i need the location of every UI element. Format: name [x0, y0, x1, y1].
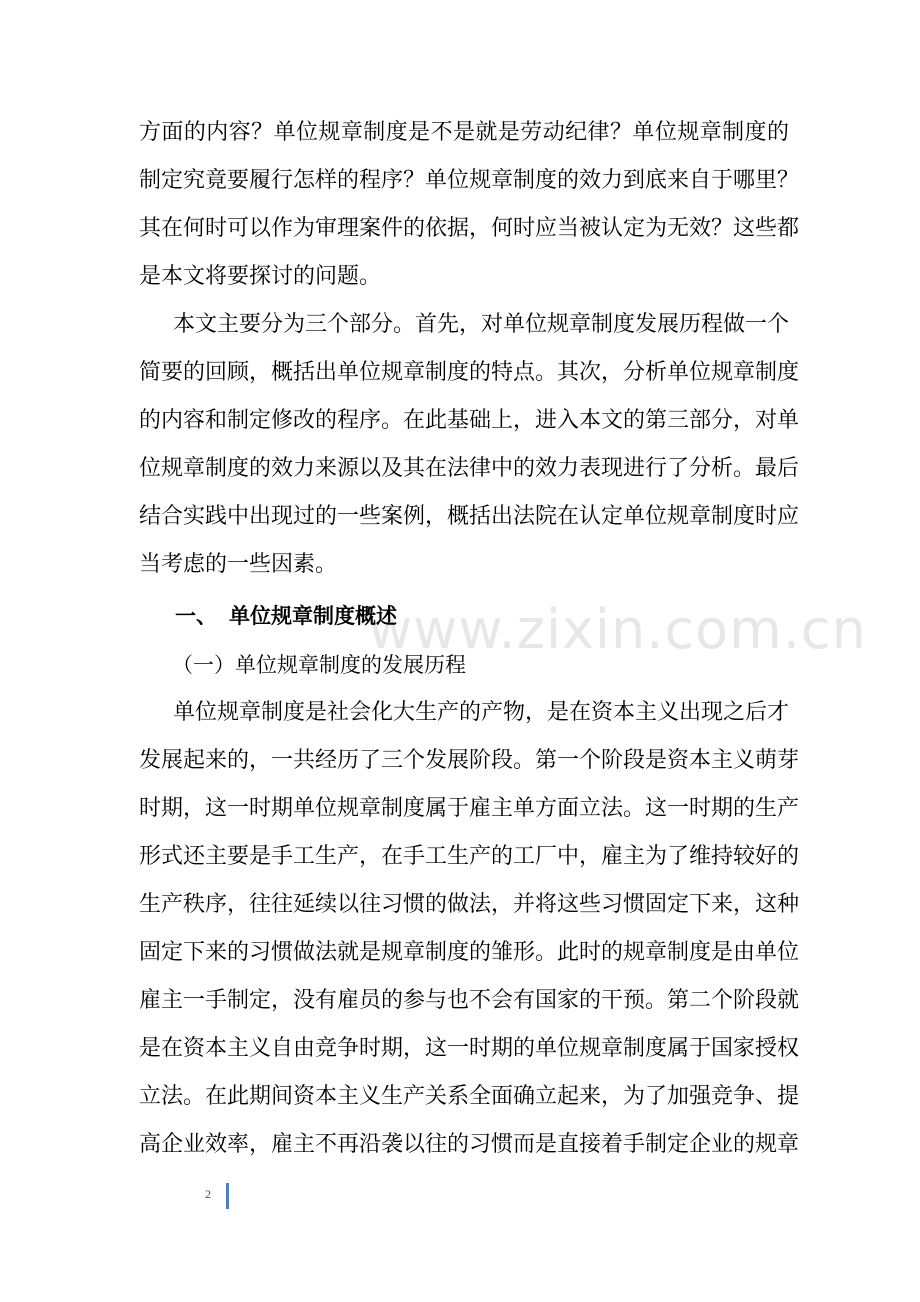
section-heading: [175, 598, 397, 634]
body-line: 其在何时可以作为审理案件的依据，何时应当被认定为无效？这些都: [139, 216, 800, 241]
body-line: 是在资本主义自由竞争时期，这一时期的单位规章制度属于国家授权: [139, 1036, 800, 1061]
body-line: 结合实践中出现过的一些案例，概括出法院在认定单位规章制度时应: [139, 504, 800, 529]
watermark: www.zixin.com.cn: [368, 598, 867, 661]
section-title: 单位规章制度概述: [229, 604, 397, 628]
subsection-heading: （一）单位规章制度的发展历程: [172, 653, 466, 677]
body-line: 单位规章制度是社会化大生产的产物，是在资本主义出现之后才: [173, 700, 790, 725]
body-line: 立法。在此期间资本主义生产关系全面确立起来，为了加强竞争、提: [139, 1084, 800, 1109]
body-line: 固定下来的习惯做法就是规章制度的雏形。此时的规章制度是由单位: [139, 940, 800, 965]
body-line: 雇主一手制定，没有雇员的参与也不会有国家的干预。第二个阶段就: [139, 988, 800, 1013]
section-number: 一、: [175, 604, 217, 628]
body-line: 高企业效率，雇主不再沿袭以往的习惯而是直接着手制定企业的规章: [139, 1132, 800, 1157]
body-line: 生产秩序，往往延续以往习惯的做法，并将这些习惯固定下来，这种: [139, 892, 800, 917]
body-line: 是本文将要探讨的问题。: [139, 264, 382, 289]
body-line: 方面的内容？单位规章制度是不是就是劳动纪律？单位规章制度的: [139, 120, 789, 145]
body-line: 的内容和制定修改的程序。在此基础上，进入本文的第三部分，对单: [139, 408, 800, 433]
body-line: 形式还主要是手工生产，在手工生产的工厂中，雇主为了维持较好的: [139, 844, 800, 869]
body-line: 本文主要分为三个部分。首先，对单位规章制度发展历程做一个: [173, 312, 790, 337]
footer-rule: [226, 1183, 229, 1209]
body-line: 位规章制度的效力来源以及其在法律中的效力表现进行了分析。最后: [139, 456, 800, 481]
body-line: 简要的回顾，概括出单位规章制度的特点。其次，分析单位规章制度: [139, 360, 800, 385]
body-line: 制定究竟要履行怎样的程序？单位规章制度的效力到底来自于哪里？: [139, 168, 800, 193]
page-number: 2: [205, 1187, 211, 1201]
body-line: 发展起来的，一共经历了三个发展阶段。第一个阶段是资本主义萌芽: [139, 748, 800, 773]
body-line: 时期，这一时期单位规章制度属于雇主单方面立法。这一时期的生产: [139, 796, 800, 821]
body-line: 当考虑的一些因素。: [139, 552, 338, 577]
